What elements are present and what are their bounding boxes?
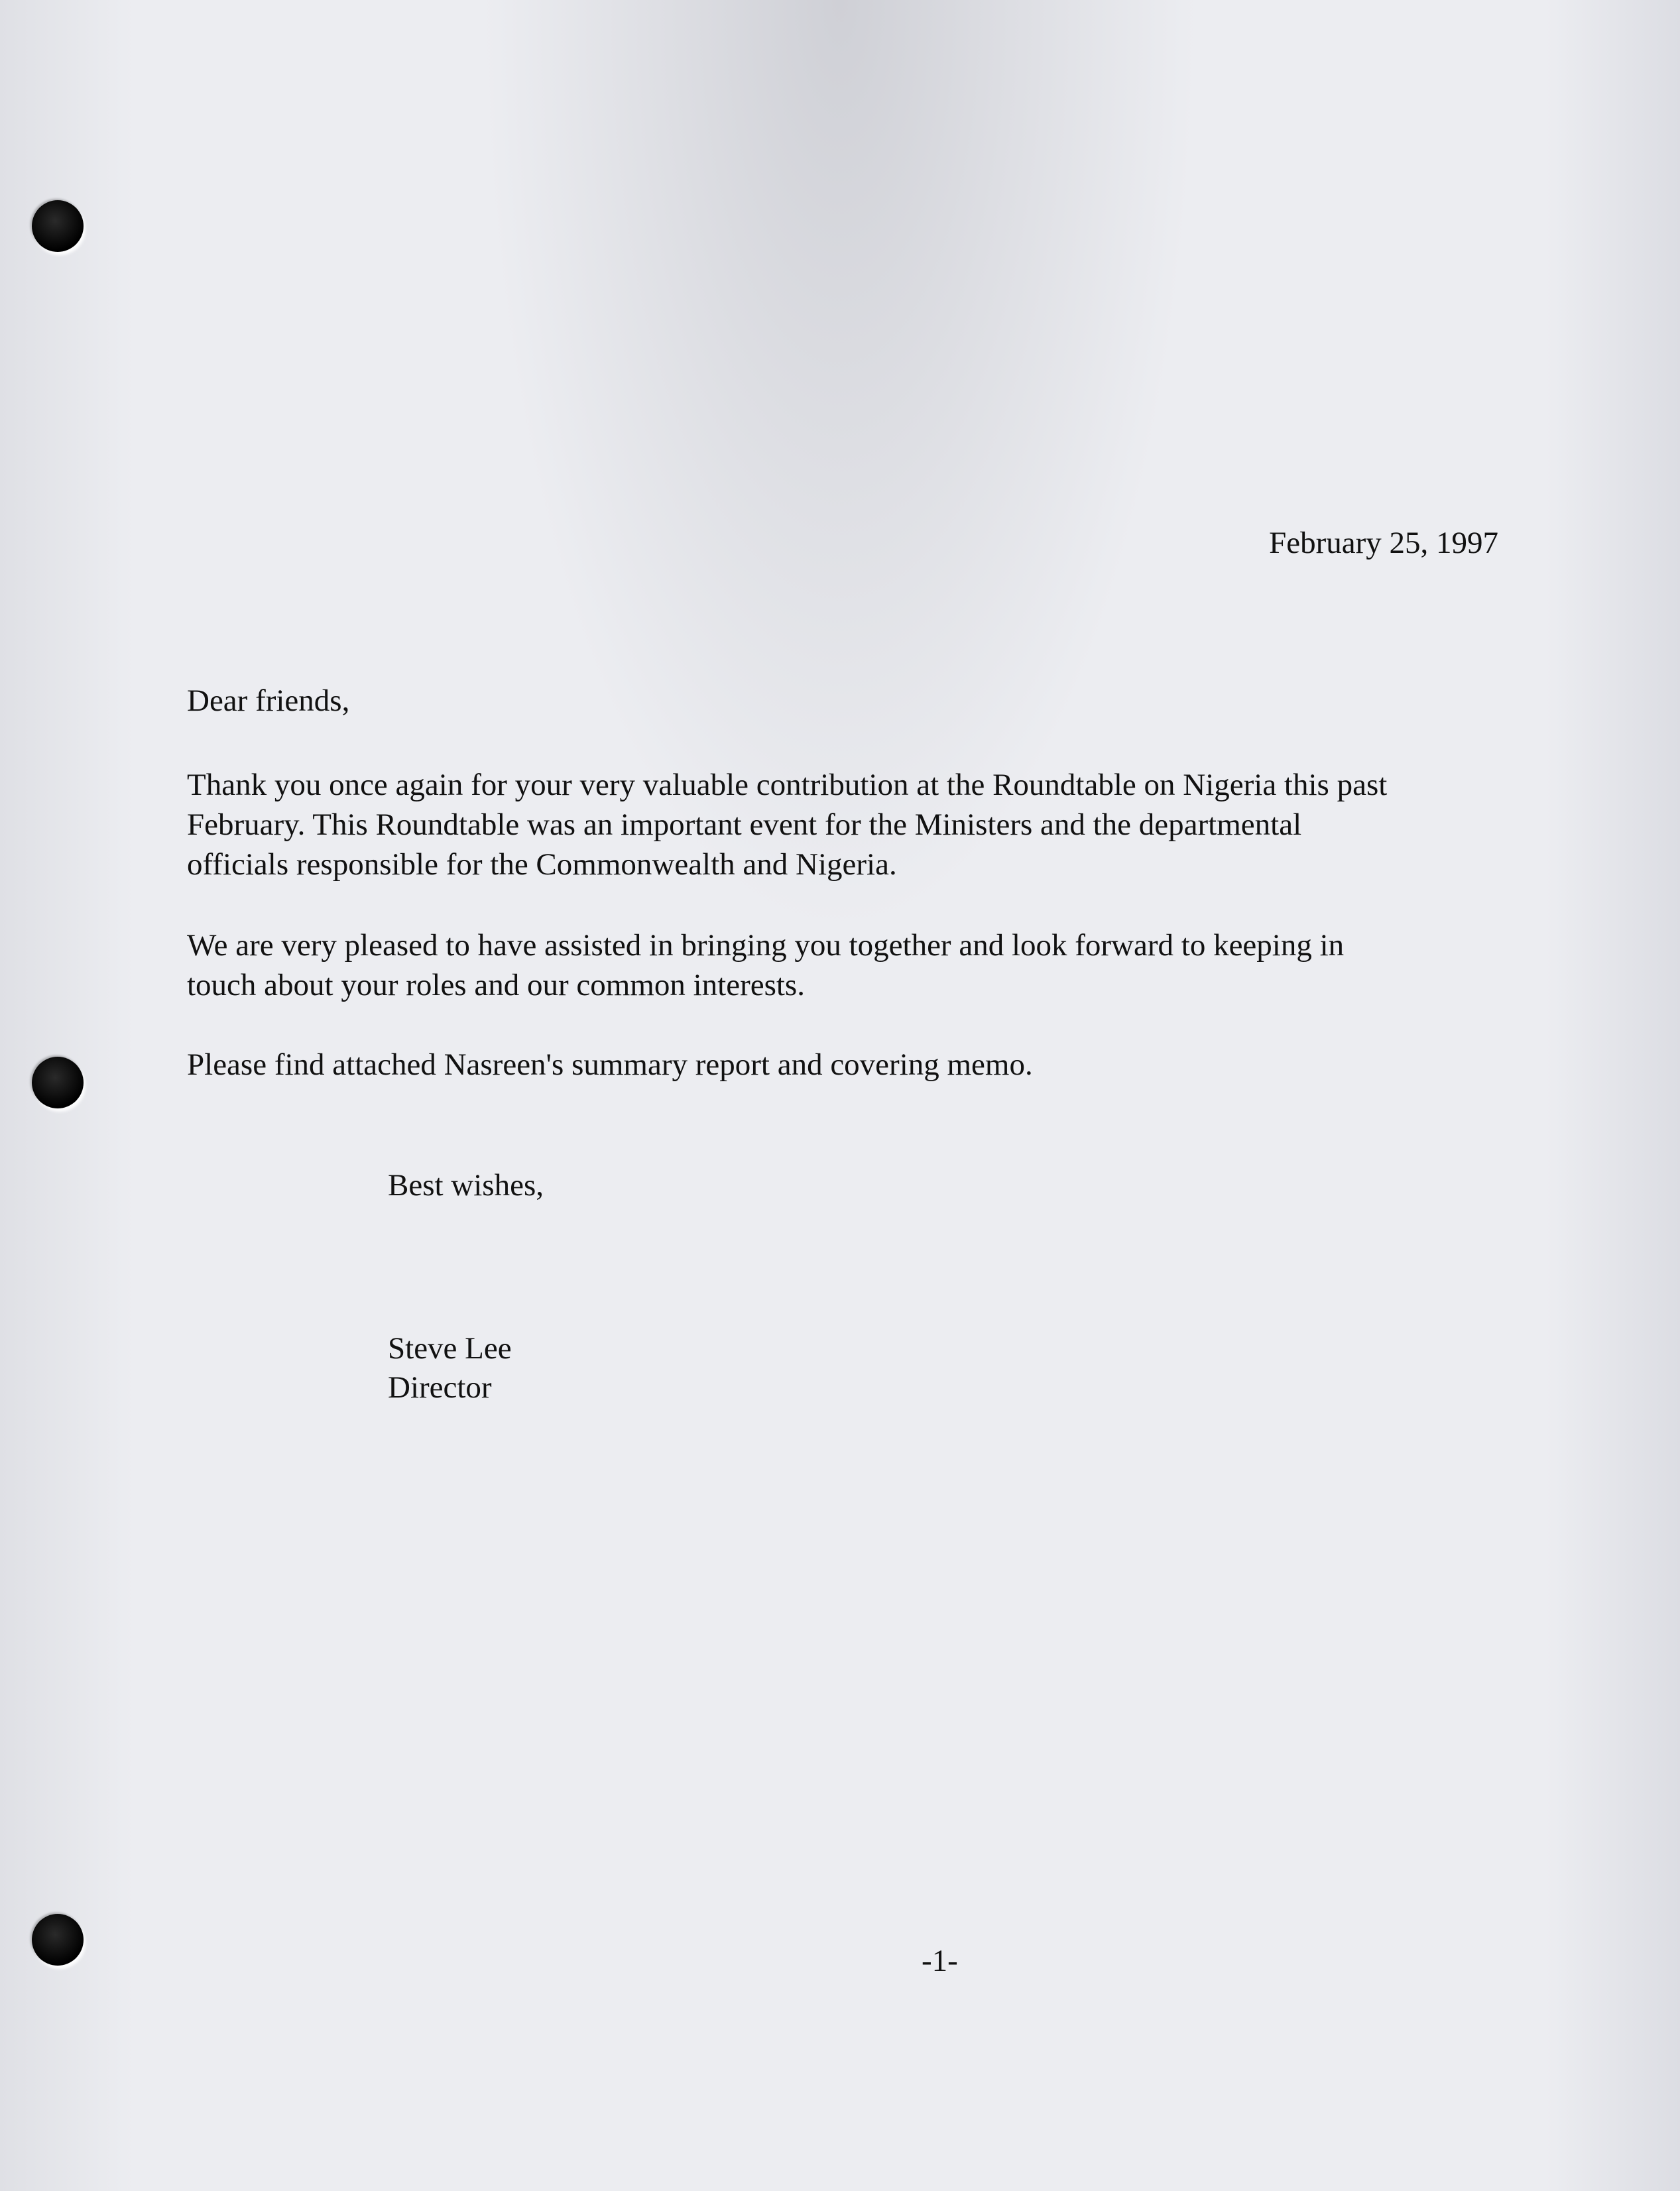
signer-title: Director	[388, 1370, 492, 1405]
paragraph-line: Please find attached Nasreen's summary report and covering memo.	[187, 1047, 1033, 1082]
paragraph-line: officials responsible for the Commonwealth and Nigeria.	[187, 847, 897, 882]
signer-name: Steve Lee	[388, 1331, 512, 1366]
paragraph-line: Thank you once again for your very valuable contribution at the Roundtable on Nigeria this past	[187, 768, 1388, 802]
body-paragraph-1	[187, 765, 1387, 884]
body-paragraph-2	[187, 925, 1344, 1005]
paragraph-line: We are very pleased to have assisted in bringing you together and look forward to keeping in	[187, 928, 1345, 963]
salutation: Dear friends,	[187, 683, 350, 718]
binder-hole-middle	[32, 1057, 84, 1108]
paragraph-line: touch about your roles and our common interests.	[187, 968, 805, 1002]
binder-hole-bottom	[32, 1914, 84, 1966]
page-number: -1-	[922, 1944, 958, 1978]
letter-date: February 25, 1997	[1269, 526, 1498, 560]
body-paragraph-3	[187, 1045, 1033, 1085]
paragraph-line: February. This Roundtable was an important event for the Ministers and the departmental	[187, 807, 1302, 842]
binder-hole-top	[32, 200, 84, 252]
closing: Best wishes,	[388, 1168, 544, 1203]
